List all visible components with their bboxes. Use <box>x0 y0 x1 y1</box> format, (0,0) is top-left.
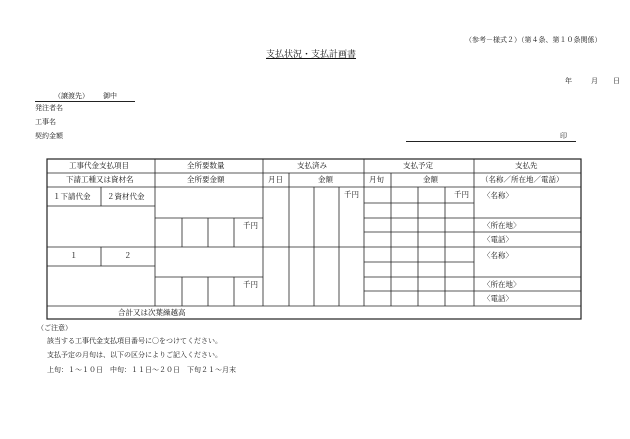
header-paid: 支払済み <box>297 161 327 170</box>
subheader-paid-date: 月日 <box>268 175 283 184</box>
row1-unit-paid: 千円 <box>344 190 359 199</box>
row2-payee-name: 〈名称〉 <box>483 251 513 260</box>
date-year: 年 <box>565 77 572 85</box>
row1-payee-phone: 〈電話〉 <box>483 235 513 244</box>
date-day: 日 <box>613 77 620 85</box>
notes-line-2: 支払予定の月旬は、以下の区分によりご記入ください。 <box>47 351 222 359</box>
row1-category-subcontract: １下請代金 <box>53 192 91 201</box>
notes-line-1: 該当する工事代金支払項目番号に〇をつけてください。 <box>47 337 222 345</box>
contract-amount-label: 契約金額 <box>35 132 63 140</box>
date-month: 月 <box>591 77 598 85</box>
addressee-name: （譲渡先） <box>54 92 89 100</box>
form-reference: （参考－様式２）（第４条、第１０条関係） <box>465 36 602 44</box>
header-payee-detail: （名称／所在地／電話） <box>481 175 564 184</box>
header-total-quantity: 全所要数量 <box>187 161 225 170</box>
work-name-label: 工事名 <box>35 118 56 126</box>
row2-unit-total: 千円 <box>243 280 258 289</box>
subheader-plan-date: 月旬 <box>369 175 384 184</box>
subheader-paid-amount: 金額 <box>318 175 333 184</box>
seal-mark: 印 <box>560 132 567 140</box>
row1-payee-name: 〈名称〉 <box>483 191 513 200</box>
notes-title: （ご注意） <box>37 324 72 332</box>
row2-payee-address: 〈所在地〉 <box>483 280 521 289</box>
header-total-amount: 全所要金額 <box>187 175 225 184</box>
row2-payee-phone: 〈電話〉 <box>483 294 513 303</box>
row1-category-materials: ２資材代金 <box>107 192 145 201</box>
header-subcontract-type: 下請工種又は資材名 <box>66 175 134 184</box>
notes-line-3: 上旬：１〜１０日 中旬：１１日〜２０日 下旬２１〜月末 <box>47 366 236 374</box>
row2-category-2: ２ <box>124 251 132 260</box>
header-planned: 支払予定 <box>403 161 433 170</box>
total-carryover-label: 合計又は次葉繰越高 <box>118 308 186 317</box>
subheader-plan-amount: 金額 <box>423 175 438 184</box>
issuer-label: 発注者名 <box>35 104 63 112</box>
header-payee: 支払先 <box>515 161 538 170</box>
row1-payee-address: 〈所在地〉 <box>483 221 521 230</box>
row1-unit-plan: 千円 <box>454 190 469 199</box>
row2-category-1: １ <box>70 251 78 260</box>
addressee-honorific: 御中 <box>103 92 117 100</box>
document-title: 支払状況・支払計画書 <box>266 50 357 60</box>
header-payment-item: 工事代金支払項目 <box>69 161 129 170</box>
row1-unit-total: 千円 <box>243 221 258 230</box>
